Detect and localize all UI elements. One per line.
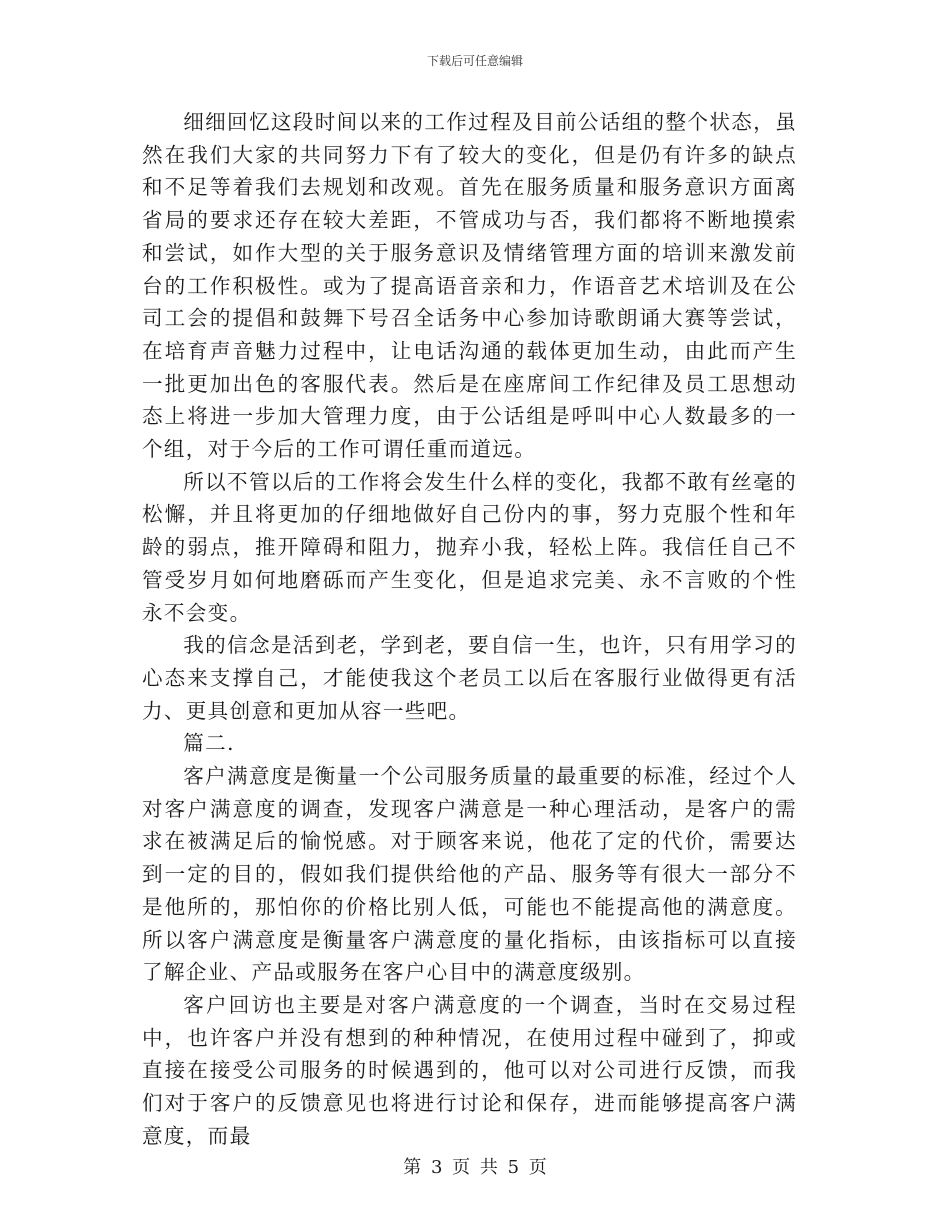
header-note: 下载后可任意编辑 [426,54,523,68]
page-number-footer: 第 3 页 共 5 页 [403,1157,547,1178]
paragraph: 所以不管以后的工作将会发生什么样的变化，我都不敢有丝毫的松懈，并且将更加的仔细地做好自己份内的事，努力克服个性和年龄的弱点，推开障碍和阻力，抛弃小我，轻松上阵。我信任自己不管受岁月如何地磨砾而产生变化，但是追求完美、永不言败的个性永不会变。 [142,469,797,625]
section-heading: 篇二. [183,731,235,756]
paragraph: 细细回忆这段时间以来的工作过程及目前公话组的整个状态，虽然在我们大家的共同努力下有了较大的变化，但是仍有许多的缺点和不足等着我们去规划和改观。首先在服务质量和服务意识方面离省局的要求还存在较大差距，不管成功与否，我们都将不断地摸索和尝试，如作大型的关于服务意识及情绪管理方面的培训来激发前台的工作积极性。或为了提高语音亲和力，作语音艺术培训及在公司工会的提倡和鼓舞下号召全话务中心参加诗歌朗诵大赛等尝试，在培育声音魅力过程中，让电话沟通的载体更加生动，由此而产生一批更加出色的客服代表。然后是在座席间工作纪律及员工思想动态上将进一步加大管理力度，由于公话组是呼叫中心人数最多的一个组，对于今后的工作可谓任重而道远。 [142,110,797,462]
paragraph: 我的信念是活到老，学到老，要自信一生，也许，只有用学习的心态来支撑自己，才能使我这个老员工以后在客服行业做得更有活力、更具创意和更加从容一些吧。 [142,633,797,723]
paragraph: 客户回访也主要是对客户满意度的一个调查，当时在交易过程中，也许客户并没有想到的种种情况，在使用过程中碰到了，抑或直接在接受公司服务的时候遇到的，他可以对公司进行反馈，而我们对于客户的反馈意见也将进行讨论和保存，进而能够提高客户满意度，而最 [142,992,797,1148]
body-text [142,106,797,1153]
paragraph: 客户满意度是衡量一个公司服务质量的最重要的标准，经过个人对客户满意度的调查，发现客户满意是一种心理活动，是客户的需求在被满足后的愉悦感。对于顾客来说，他花了定的代价，需要达到一定的目的，假如我们提供给他的产品、服务等有很大一部分不是他所的，那怕你的价格比别人低，可能也不能提高他的满意度。所以客户满意度是衡量客户满意度的量化指标，由该指标可以直接了解企业、产品或服务在客户心目中的满意度级别。 [142,764,797,985]
